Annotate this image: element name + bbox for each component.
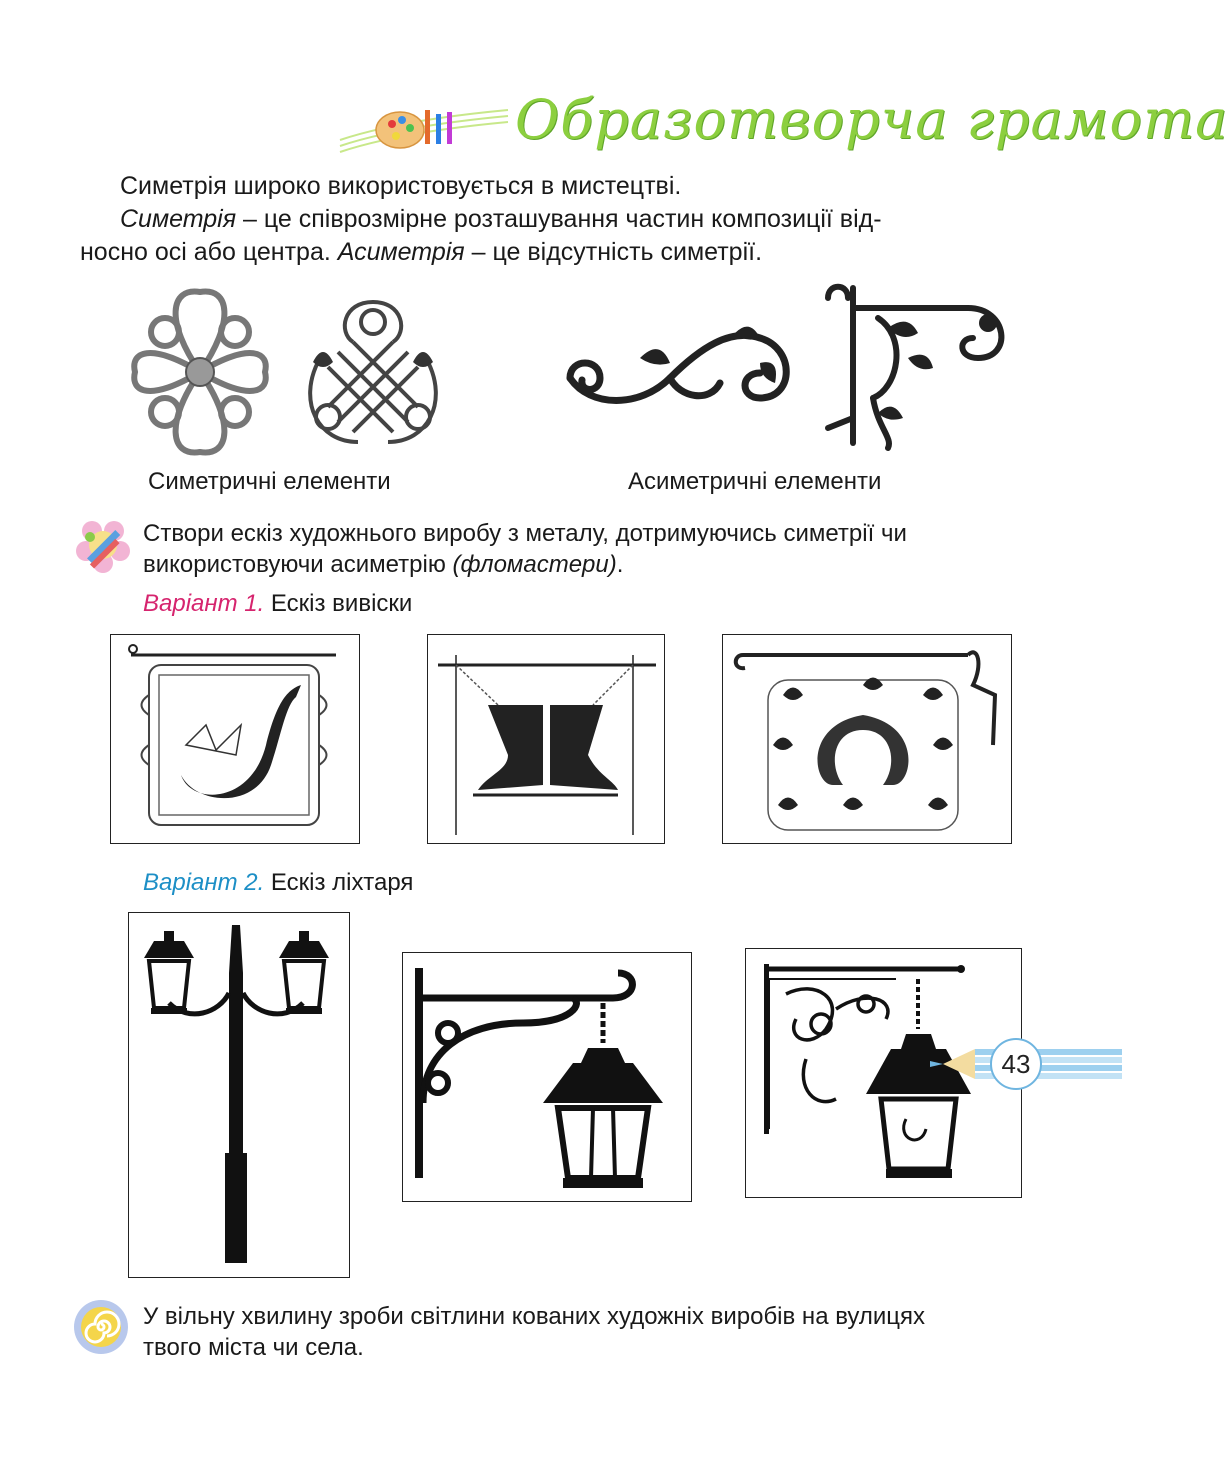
- asymmetric-element-bracket: [818, 278, 1013, 453]
- intro-line-1: [120, 170, 681, 203]
- symmetric-caption: Симетричні елементи: [148, 468, 391, 495]
- variant-1-heading: [143, 590, 412, 618]
- variant-2-label: Варіант 2.: [143, 869, 265, 896]
- pencils-flower-icon: [72, 515, 134, 577]
- sign-sketch-horseshoe: [722, 634, 1012, 844]
- intro-line-3: [80, 236, 762, 269]
- term-symmetry: Симетрія: [120, 205, 237, 233]
- symmetric-element-flower: [125, 282, 275, 462]
- task-text: використовуючи асиметрію: [143, 551, 453, 578]
- intro-text: – це співрозмірне розташування частин композиції від-: [236, 205, 882, 233]
- header-icon: [340, 100, 510, 160]
- task-material: (фломастери): [452, 551, 617, 578]
- sign-sketch-pipe: [110, 634, 360, 844]
- variant-2-text: Ескіз ліхтаря: [264, 869, 414, 896]
- variant-2-heading: [143, 869, 413, 897]
- homework-line-1: У вільну хвилину зроби світлини кованих художніх виробів на вулицях: [143, 1303, 926, 1330]
- asymmetric-element-scroll: [560, 318, 805, 418]
- lantern-sketch-streetlamp: [128, 912, 350, 1278]
- spiral-icon: [72, 1298, 130, 1356]
- intro-text: – це відсутність симетрії.: [464, 238, 763, 266]
- task-text: .: [616, 551, 624, 578]
- task-line-1: Створи ескіз художнього виробу з металу, дотримуючись симетрії чи: [143, 520, 907, 547]
- symmetric-element-lattice: [298, 292, 448, 452]
- sign-sketch-boots: [427, 634, 665, 844]
- page-title: Образотворча грамота: [515, 88, 1228, 151]
- intro-line-2: [120, 203, 882, 236]
- variant-1-label: Варіант 1.: [143, 590, 265, 617]
- intro-text: носно осі або центра.: [80, 238, 338, 266]
- task-line-2: [143, 548, 623, 581]
- homework-icon: [72, 1298, 130, 1356]
- palette-brushes-icon: [340, 100, 510, 160]
- lantern-sketch-wall-bracket: [402, 952, 692, 1202]
- asymmetric-caption: Асиметричні елементи: [628, 468, 882, 495]
- term-asymmetry: Асиметрія: [337, 238, 465, 266]
- page-number: 43: [990, 1038, 1042, 1090]
- homework-line-2: твого міста чи села.: [143, 1334, 364, 1361]
- intro-text: Симетрія широко використовується в мистецтві.: [120, 172, 682, 200]
- variant-1-text: Ескіз вивіски: [264, 590, 413, 617]
- task-icon: [72, 515, 134, 577]
